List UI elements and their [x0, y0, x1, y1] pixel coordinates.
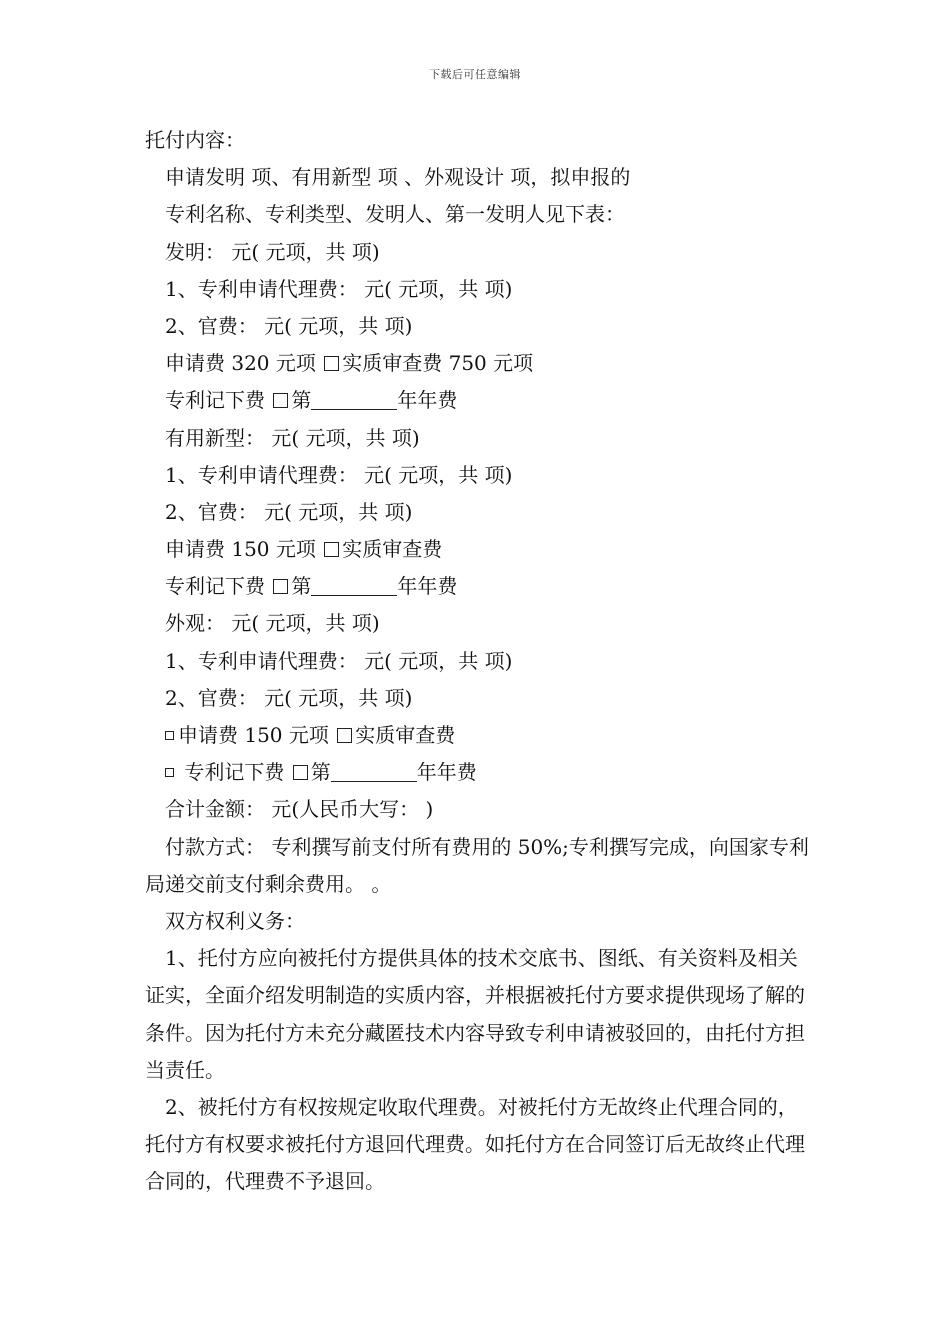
- design-year-blank[interactable]: [331, 763, 417, 782]
- design-registration-fee-line: [145, 754, 810, 791]
- invention-annual-suffix: 年年费: [397, 388, 458, 413]
- utility-registration-fee-line: [145, 568, 810, 605]
- utility-application-fee: 申请费 150 元项: [165, 537, 316, 562]
- design-annual-checkbox[interactable]: [293, 765, 308, 780]
- document-body: [145, 122, 810, 1201]
- design-application-fee-line: [145, 717, 810, 754]
- utility-year-blank[interactable]: [311, 577, 397, 596]
- design-application-fee: 申请费 150 元项: [178, 723, 329, 747]
- section-title: 托付内容：: [145, 128, 245, 152]
- invention-application-fee: 申请费 320 元项: [165, 351, 316, 376]
- invention-annual-checkbox[interactable]: [273, 393, 288, 408]
- design-annual-prefix: 第: [310, 760, 331, 785]
- intro-line-1: 申请发明 项、有用新型 项 、外观设计 项，拟申报的: [165, 165, 631, 190]
- utility-registration-fee: 专利记下费: [165, 574, 265, 599]
- utility-annual-checkbox[interactable]: [273, 579, 288, 594]
- design-application-bullet-box[interactable]: [165, 731, 174, 740]
- intro-line-2: 专利名称、专利类型、发明人、第一发明人见下表：: [165, 202, 625, 227]
- utility-annual-suffix: 年年费: [397, 574, 458, 599]
- design-registration-bullet-box[interactable]: [165, 768, 174, 777]
- invention-title: 发明： 元( 元项，共 项): [165, 239, 380, 264]
- design-agency-fee: 1、专利申请代理费： 元( 元项，共 项): [165, 648, 513, 673]
- utility-exam-checkbox[interactable]: [324, 542, 339, 557]
- design-title: 外观： 元( 元项，共 项): [165, 611, 380, 636]
- utility-application-fee-line: [145, 531, 810, 568]
- invention-agency-fee: 1、专利申请代理费： 元( 元项，共 项): [165, 276, 513, 301]
- invention-registration-fee-line: [145, 382, 810, 419]
- payment-terms: 付款方式： 专利撰写前支付所有费用的 50%;专利撰写完成，向国家专利局递交前支付剩余费用。 。: [145, 834, 809, 896]
- design-official-fee: 2、官费： 元( 元项，共 项): [165, 685, 413, 710]
- invention-annual-prefix: 第: [291, 388, 312, 413]
- design-exam-checkbox[interactable]: [337, 728, 352, 743]
- utility-agency-fee: 1、专利申请代理费： 元( 元项，共 项): [165, 462, 513, 487]
- invention-exam-checkbox[interactable]: [324, 356, 339, 371]
- design-annual-suffix: 年年费: [416, 760, 477, 785]
- invention-year-blank[interactable]: [311, 391, 397, 410]
- invention-registration-fee: 专利记下费: [165, 388, 265, 413]
- total-amount: 合计金额： 元(人民币大写： ): [165, 797, 434, 822]
- utility-exam-fee: 实质审查费: [342, 537, 443, 562]
- invention-application-fee-line: [145, 345, 810, 382]
- invention-exam-fee: 实质审查费 750 元项: [342, 351, 534, 376]
- utility-official-fee: 2、官费： 元( 元项，共 项): [165, 499, 413, 524]
- page-header: 下载后可任意编辑: [429, 68, 521, 81]
- rights-clause-1: 1、托付方应向被托付方提供具体的技术交底书、图纸、有关资料及相关证实，全面介绍发明制造的实质内容，并根据被托付方要求提供现场了解的条件。因为托付方未充分藏匿技术内容导致专利申请被驳回的，由托付方担当责任。: [145, 946, 805, 1082]
- rights-title: 双方权利义务：: [165, 908, 305, 933]
- utility-annual-prefix: 第: [291, 574, 312, 599]
- design-registration-fee: 专利记下费: [184, 760, 285, 785]
- invention-official-fee: 2、官费： 元( 元项，共 项): [165, 313, 413, 338]
- utility-title: 有用新型： 元( 元项，共 项): [165, 425, 420, 450]
- design-exam-fee: 实质审查费: [355, 723, 456, 747]
- rights-clause-2: 2、被托付方有权按规定收取代理费。对被托付方无故终止代理合同的，托付方有权要求被托付方退回代理费。如托付方在合同签订后无故终止代理合同的，代理费不予退回。: [145, 1094, 805, 1194]
